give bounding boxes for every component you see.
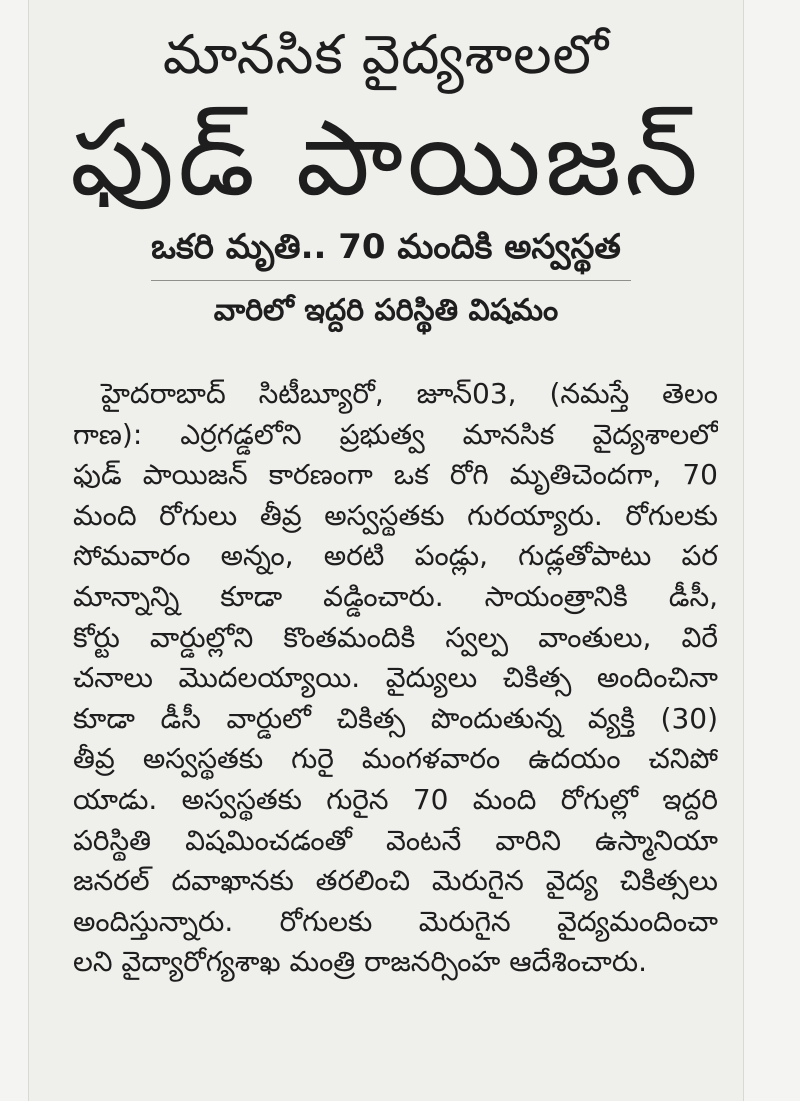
article-body [73, 374, 718, 983]
body-line: తీవ్ర అస్వస్థతకు గురై మంగళవారం ఉదయం చనిపో [73, 742, 718, 776]
body-line: కూడా డీసీ వార్డులో చికిత్స పొందుతున్న వ్యక్తి (30) [73, 701, 718, 735]
news-clipping [28, 0, 744, 1101]
headline: ఫుడ్ పాయిజన్ [70, 97, 702, 219]
body-line: యాడు. అస్వస్థతకు గురైన 70 మంది రోగుల్లో ఇద్దరి [73, 782, 718, 816]
body-line: మంది రోగులు తీవ్ర అస్వస్థతకు గురయ్యారు. రోగులకు [73, 498, 718, 532]
body-line: గాణ): ఎర్రగడ్డలోని ప్రభుత్వ మానసిక వైద్యశాలలో [73, 417, 718, 451]
body-line: సోమవారం అన్నం, అరటి పండ్లు, గుడ్లతోపాటు పర [73, 539, 718, 573]
body-line: కోర్టు వార్డుల్లోని కొంతమందికి స్వల్ప వాంతులు, విరే [73, 620, 718, 654]
body-line: ఫుడ్ పాయిజన్ కారణంగా ఒక రోగి మృతిచెందగా, 70 [73, 458, 718, 492]
kicker: మానసిక వైద్యశాలలో [162, 23, 610, 86]
body-line: మాన్నాన్ని కూడా వడ్డించారు. సాయంత్రానికి డీసీ, [73, 579, 718, 613]
body-line: జనరల్ దవాఖానకు తరలించి మెరుగైన వైద్య చికిత్సలు [73, 864, 718, 898]
divider [151, 280, 631, 281]
body-line: చనాలు మొదలయ్యాయి. వైద్యులు చికిత్స అందించినా [73, 661, 718, 695]
secondary-subheadline: వారిలో ఇద్దరి పరిస్థితి విషమం [213, 293, 559, 328]
subheadline: ఒకరి మృతి.. 70 మందికి అస్వస్థత [151, 227, 621, 267]
body-line: లని వైద్యారోగ్యశాఖ మంత్రి రాజనర్సింహ ఆదేశించారు. [73, 945, 648, 979]
body-line: అందిస్తున్నారు. రోగులకు మెరుగైన వైద్యమందించా [73, 904, 718, 938]
body-line: హైదరాబాద్ సిటీబ్యూరో, జూన్03, (నమస్తే తెలం [101, 377, 718, 410]
body-line: పరిస్థితి విషమించడంతో వెంటనే వారిని ఉస్మానియా [73, 823, 718, 857]
